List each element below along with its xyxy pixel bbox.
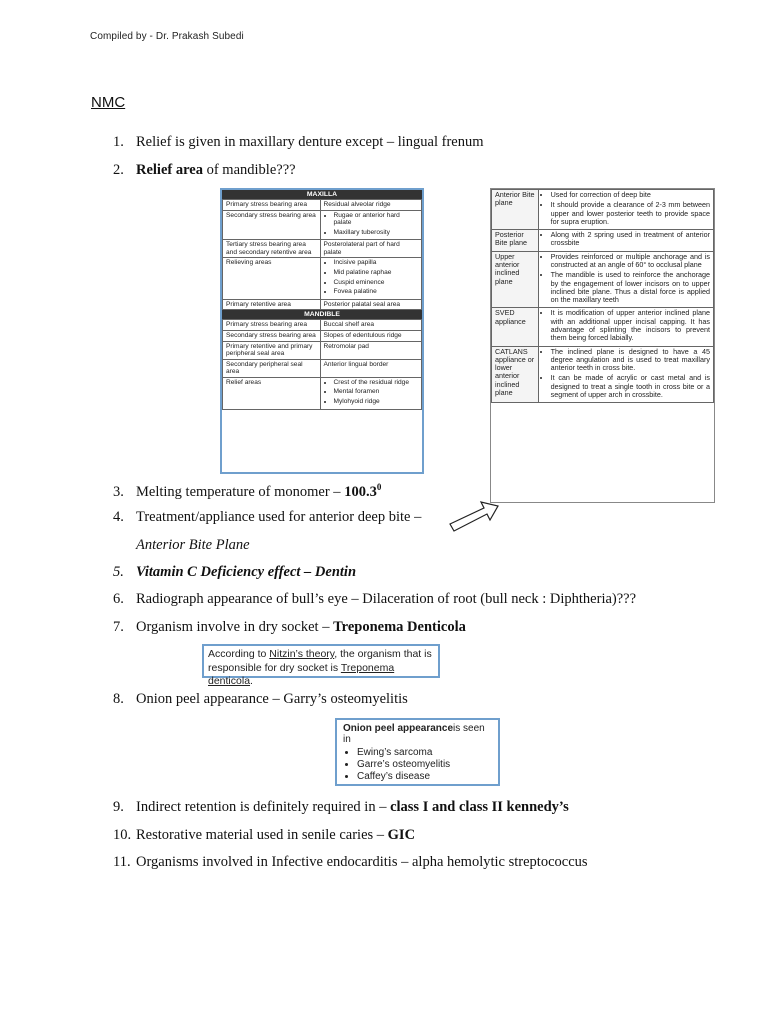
list-item-7 xyxy=(113,619,466,636)
excerpt-heading: Onion peel appearance xyxy=(343,723,454,734)
table-row xyxy=(223,258,422,299)
site-item: • Incisive papilla xyxy=(334,259,419,267)
table-row xyxy=(223,341,422,359)
appliance-points xyxy=(542,348,710,400)
excerpt-text: . xyxy=(250,675,253,688)
item-bold-text: GIC xyxy=(387,827,416,843)
table-row xyxy=(223,359,422,377)
excerpt-text: , the organism that is responsible for dry socket is xyxy=(208,648,432,674)
excerpt-underlined: Nitzin’s theory xyxy=(269,648,335,660)
appliance-point: • It should provide a clearance of 2-3 mm between upper and lower posterior teeth to provide space for supra eruption. xyxy=(551,201,710,226)
area-cell: Primary stress bearing area xyxy=(223,320,321,331)
site-cell xyxy=(320,320,422,331)
area-cell: Secondary stress bearing area xyxy=(223,330,321,341)
appliance-point: • Along with 2 spring used in treatment of anterior crossbite xyxy=(551,231,710,248)
section-title: NMC xyxy=(91,94,126,111)
site-text: Buccal shelf area xyxy=(323,321,375,329)
list-item-3 xyxy=(113,482,381,501)
item-number: 9. xyxy=(113,799,124,815)
item-number: 6. xyxy=(113,591,124,607)
site-text: Posterior palatal seal area xyxy=(323,300,401,308)
mandible-table xyxy=(222,319,422,409)
table-row xyxy=(223,200,422,211)
item-number: 3. xyxy=(113,483,124,500)
site-text: Posterolateral part of hard palate xyxy=(323,241,400,256)
item-text: Treatment/appliance used for anterior deep bite – xyxy=(136,509,422,525)
area-cell: Relief areas xyxy=(223,377,321,409)
item-number: 11. xyxy=(113,854,131,870)
area-cell: Tertiary stress bearing area and secondary retentive area xyxy=(223,240,321,258)
excerpt-list xyxy=(343,747,492,782)
site-list xyxy=(324,259,419,295)
list-item-6 xyxy=(113,591,636,608)
appliance-points xyxy=(542,191,710,226)
appliance-point: • The inclined plane is designed to have a 45 degree angulation and is used to treat maxillary anterior teeth in cross bite. xyxy=(551,348,710,373)
appliance-description xyxy=(538,251,713,308)
site-item: • Mid palatine raphae xyxy=(334,269,419,277)
list-item-4 xyxy=(113,509,421,526)
site-text: Residual alveolar ridge xyxy=(323,201,391,208)
list-item-5 xyxy=(113,564,356,581)
item-text: Onion peel appearance – Garry’s osteomyelitis xyxy=(136,691,408,707)
site-item: • Mylohyoid ridge xyxy=(334,398,419,406)
item-text: Relief is given in maxillary denture except – lingual frenum xyxy=(136,134,484,150)
area-cell: Secondary stress bearing area xyxy=(223,210,321,240)
table-row xyxy=(492,230,714,252)
site-cell xyxy=(320,330,422,341)
area-cell: Primary retentive area xyxy=(223,299,321,310)
mandible-header: MANDIBLE xyxy=(222,310,422,319)
table-row xyxy=(223,240,422,258)
list-item: • Ewing’s sarcoma xyxy=(357,747,492,758)
excerpt-text: is seen in xyxy=(343,723,485,745)
table-row xyxy=(223,377,422,409)
table-row xyxy=(492,190,714,230)
item-number: 10. xyxy=(113,827,132,843)
site-list xyxy=(324,212,419,237)
onion-peel-excerpt-image xyxy=(335,718,500,786)
appliance-name: Upper anterior inclined plane xyxy=(492,251,539,308)
site-text: Retromolar pad xyxy=(323,342,369,350)
table-row xyxy=(223,210,422,240)
table-row xyxy=(492,251,714,308)
appliance-points xyxy=(542,253,710,305)
site-cell xyxy=(320,341,422,359)
nitzin-theory-excerpt-image xyxy=(202,644,440,688)
appliance-point: • The mandible is used to reinforce the anchorage by the engagement of lower incisors on to upper inclined bite plane. Thus a distal force is applied on the maxillary teeth xyxy=(551,271,710,304)
site-cell xyxy=(320,200,422,211)
item-text: Organisms involved in Infective endocarditis – alpha hemolytic streptococcus xyxy=(136,854,588,870)
site-item: • Mental foramen xyxy=(334,388,419,396)
item-4-answer: Anterior Bite Plane xyxy=(136,537,250,553)
appliance-points xyxy=(542,231,710,248)
item-text: Organism involve in dry socket – xyxy=(136,619,334,635)
table-row xyxy=(223,299,422,310)
item-text: Vitamin C Deficiency effect – Dentin xyxy=(136,564,357,580)
site-cell xyxy=(320,240,422,258)
appliance-description xyxy=(538,230,713,252)
item-text: Indirect retention is definitely required in – xyxy=(136,799,391,815)
appliance-description xyxy=(538,190,713,230)
site-list xyxy=(324,379,419,406)
area-cell: Primary stress bearing area xyxy=(223,200,321,211)
area-cell: Primary retentive and primary peripheral seal area xyxy=(223,341,321,359)
site-item: • Maxillary tuberosity xyxy=(334,229,419,237)
site-item: • Crest of the residual ridge xyxy=(334,379,419,387)
appliance-name: CATLANS appliance or lower anterior inclined plane xyxy=(492,346,539,403)
orthodontic-appliance-table-image xyxy=(490,188,715,503)
list-item-8 xyxy=(113,691,408,708)
site-text: Anterior lingual border xyxy=(323,360,389,368)
compiled-by-header: Compiled by - Dr. Prakash Subedi xyxy=(90,31,244,42)
appliance-table xyxy=(491,189,714,403)
excerpt-text: According to xyxy=(208,648,270,660)
site-cell xyxy=(320,210,422,240)
item-number: 5. xyxy=(113,564,124,580)
table-row xyxy=(223,330,422,341)
maxilla-table xyxy=(222,199,422,310)
list-item-2 xyxy=(113,162,296,179)
item-bold-text: Relief area xyxy=(136,162,203,178)
item-text: Melting temperature of monomer – xyxy=(136,483,345,500)
list-item-10 xyxy=(113,827,415,844)
item-bold-text: Treponema Denticola xyxy=(333,619,466,635)
site-text: Slopes of edentulous ridge xyxy=(323,331,402,339)
arrow-icon xyxy=(448,498,500,534)
appliance-name: SVED appliance xyxy=(492,308,539,346)
appliance-name: Posterior Bite plane xyxy=(492,230,539,252)
item-bold-text: class I and class II kennedy’s xyxy=(390,799,569,815)
list-item-1 xyxy=(113,134,484,151)
item-superscript: 0 xyxy=(376,482,382,492)
list-item: • Caffey’s disease xyxy=(357,771,492,782)
table-row xyxy=(492,308,714,346)
appliance-points xyxy=(542,309,710,342)
appliance-description xyxy=(538,308,713,346)
appliance-name: Anterior Bite plane xyxy=(492,190,539,230)
appliance-point: • Provides reinforced or multiple anchorage and is constructed at an angle of 60° to occlusal plane xyxy=(551,253,710,270)
appliance-point: • It is modification of upper anterior inclined plane with an additional upper incisal capping. It has advantage of splinting the incisors to prevent them being forced labially. xyxy=(551,309,710,342)
table-row xyxy=(492,346,714,403)
site-cell xyxy=(320,299,422,310)
stress-bearing-areas-table-image xyxy=(220,188,424,474)
item-number: 2. xyxy=(113,162,124,178)
list-item: • Garre’s osteomyelitis xyxy=(357,759,492,770)
site-cell xyxy=(320,377,422,409)
appliance-point: • Used for correction of deep bite xyxy=(551,191,710,199)
site-item: • Cuspid eminence xyxy=(334,279,419,287)
site-cell xyxy=(320,258,422,299)
item-number: 8. xyxy=(113,691,124,707)
item-number: 1. xyxy=(113,134,124,150)
site-cell xyxy=(320,359,422,377)
item-text: Restorative material used in senile caries – xyxy=(136,827,388,843)
maxilla-header: MAXILLA xyxy=(222,190,422,199)
table-row xyxy=(223,320,422,331)
item-number: 7. xyxy=(113,619,124,635)
appliance-point: • It can be made of acrylic or cast metal and is designed to treat a single tooth in cross bite or a segment of upper arch in crossbite. xyxy=(551,374,710,399)
site-item: • Rugae or anterior hard palate xyxy=(334,212,419,227)
item-text: of mandible??? xyxy=(202,162,296,178)
appliance-description xyxy=(538,346,713,403)
item-number: 4. xyxy=(113,509,124,525)
list-item-9 xyxy=(113,799,569,816)
excerpt-underlined: Treponema denticola xyxy=(208,661,395,688)
item-text: Radiograph appearance of bull’s eye – Dilaceration of root (bull neck : Diphtheria)??? xyxy=(136,591,637,607)
area-cell: Secondary peripheral seal area xyxy=(223,359,321,377)
area-cell: Relieving areas xyxy=(223,258,321,299)
list-item-11 xyxy=(113,854,588,871)
item-bold-text: 100.3 xyxy=(344,483,377,500)
site-item: • Fovea palatine xyxy=(334,288,419,296)
